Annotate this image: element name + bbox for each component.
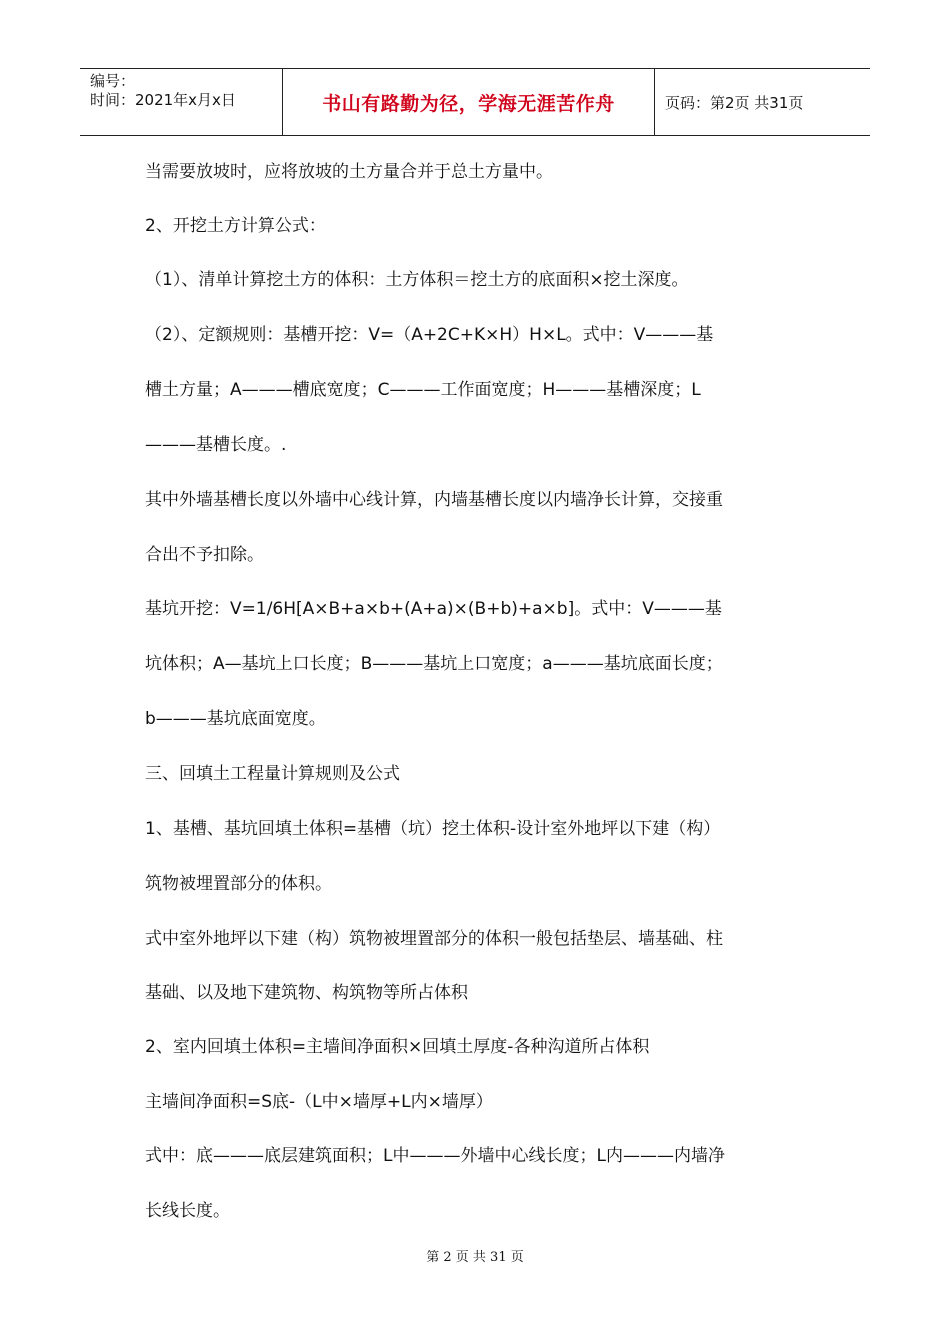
document-header bbox=[80, 68, 870, 136]
body-line: 2、开挖土方计算公式： bbox=[145, 216, 326, 236]
page-code: 页码：第2页 共31页 bbox=[665, 93, 804, 112]
body-line: ———基槽长度。. bbox=[145, 435, 287, 455]
header-page-cell bbox=[655, 69, 870, 135]
header-motto-cell bbox=[282, 69, 655, 135]
body-line: 主墙间净面积=S底-（L中×墙厚+L内×墙厚） bbox=[145, 1092, 493, 1112]
body-line: 式中：底———底层建筑面积；L中———外墙中心线长度；L内———内墙净 bbox=[145, 1146, 725, 1166]
body-line: 合出不予扣除。 bbox=[145, 545, 264, 565]
section-heading: 三、回填土工程量计算规则及公式 bbox=[145, 764, 400, 784]
body-line: 1、基槽、基坑回填土体积=基槽（坑）挖土体积-设计室外地坪以下建（构） bbox=[145, 819, 721, 839]
body-line: 筑物被埋置部分的体积。 bbox=[145, 874, 332, 894]
time-label: 时间：2021年x月x日 bbox=[90, 91, 236, 109]
body-line: 基础、以及地下建筑物、构筑物等所占体积 bbox=[145, 983, 468, 1003]
body-line: b———基坑底面宽度。 bbox=[145, 709, 326, 729]
body-line: 坑体积；A—基坑上口长度；B———基坑上口宽度；a———基坑底面长度； bbox=[145, 654, 723, 674]
body-line: （1）、清单计算挖土方的体积：土方体积＝挖土方的底面积×挖土深度。 bbox=[145, 270, 689, 290]
body-line: 长线长度。 bbox=[145, 1201, 230, 1221]
motto-text: 书山有路勤为径，学海无涯苦作舟 bbox=[322, 92, 615, 115]
body-line: 当需要放坡时，应将放坡的土方量合并于总土方量中。 bbox=[145, 162, 553, 182]
body-line: 2、室内回填土体积=主墙间净面积×回填土厚度-各种沟道所占体积 bbox=[145, 1037, 650, 1057]
body-line: 式中室外地坪以下建（构）筑物被埋置部分的体积一般包括垫层、墙基础、柱 bbox=[145, 929, 723, 949]
body-line: （2）、定额规则：基槽开挖：V=（A+2C+K×H）H×L。式中：V———基 bbox=[145, 325, 714, 345]
body-line: 基坑开挖：V=1/6H[A×B+a×b+(A+a)×(B+b)+a×b]。式中：V———基 bbox=[145, 599, 722, 619]
header-meta-cell bbox=[80, 69, 282, 135]
page-footer: 第 2 页 共 31 页 bbox=[426, 1250, 524, 1265]
body-line: 槽土方量；A———槽底宽度；C———工作面宽度；H———基槽深度；L bbox=[145, 380, 701, 400]
number-label: 编号： bbox=[90, 72, 136, 90]
body-line: 其中外墙基槽长度以外墙中心线计算，内墙基槽长度以内墙净长计算，交接重 bbox=[145, 490, 723, 510]
